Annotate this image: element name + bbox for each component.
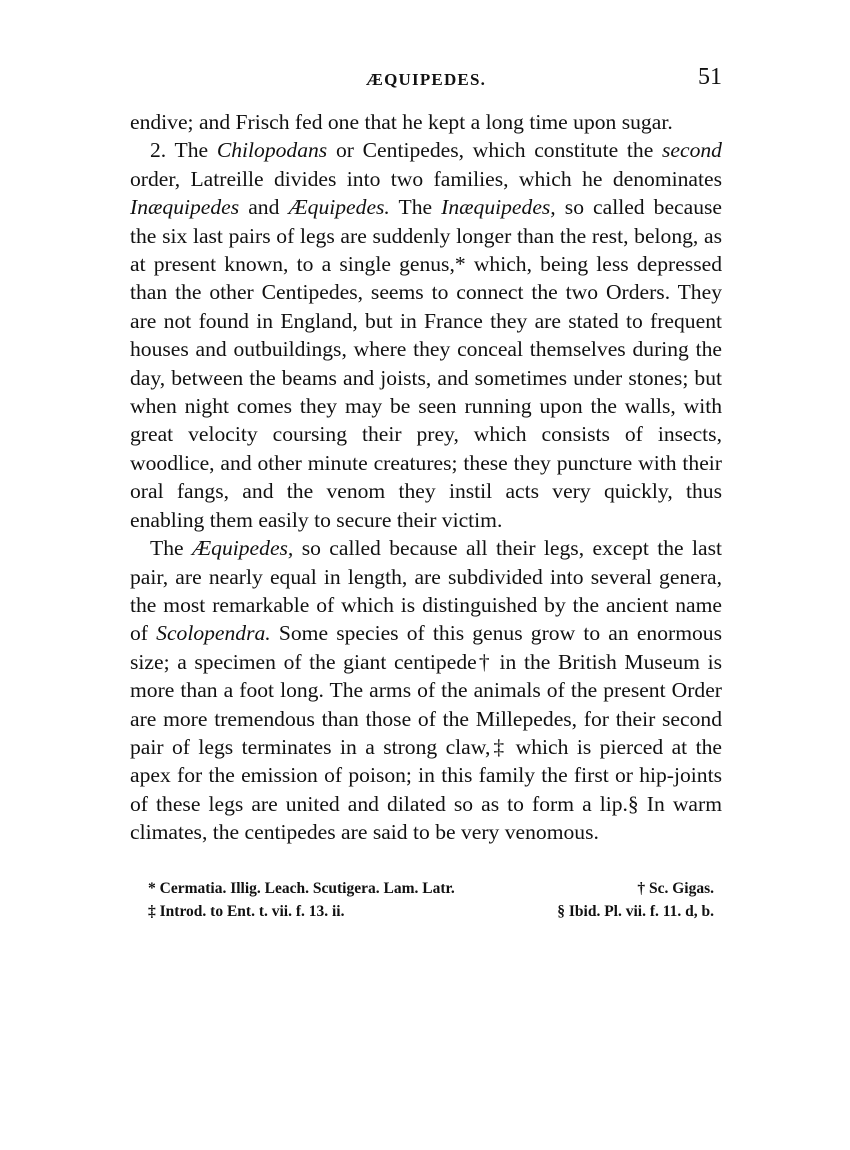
paragraph-2	[130, 136, 722, 534]
text-run: 2. The	[150, 138, 217, 163]
italic-term: Chilopodans	[216, 138, 328, 163]
italic-term: second	[662, 138, 722, 163]
page-number: 51	[698, 64, 722, 90]
italic-term: Æquipedes.	[288, 195, 390, 220]
text-run: The	[150, 536, 192, 561]
text-run: or Centipedes, which constitute the	[327, 138, 663, 163]
footnotes	[130, 877, 722, 923]
paragraph-1	[130, 108, 722, 136]
text-run: Some species of this genus grow to an enormous size; a specimen of the giant centipede† in the British Museum is more than a foot long. The arms of the animals of the present Order are more tremendous than those of the Millepedes, for their second pair of legs terminates in a strong claw,‡ which is pierced at the apex for the emission of poison; in this family the first or hip-joints of these legs are united and dilated so as to form a lip.§ In warm climates, the centipedes are said to be very venomous.	[130, 621, 722, 845]
italic-term: Inæquipedes,	[441, 195, 556, 220]
page-header	[130, 64, 722, 100]
body-text	[130, 108, 722, 847]
book-page	[130, 64, 722, 923]
running-title: ÆQUIPEDES.	[365, 70, 487, 89]
italic-term: Inæquipedes	[130, 195, 240, 220]
text-run: order, Latreille divides into two families, which he denominates	[130, 166, 722, 191]
footnote-introd: ‡ Introd. to Ent. t. vii. f. 13. ii.	[148, 902, 345, 920]
footnote-row	[130, 900, 722, 923]
italic-term: Scolopendra.	[156, 621, 271, 646]
footnote-cermatia: * Cermatia. Illig. Leach. Scutigera. Lam. Latr.	[148, 879, 455, 897]
text-run: The	[389, 195, 442, 220]
footnote-gigas: † Sc. Gigas.	[637, 879, 714, 897]
text-run: endive; and Frisch fed one that he kept a long time upon sugar.	[130, 110, 673, 134]
text-run: so called because all their legs, except the last pair, are nearly equal in length, are subdivided into several genera, the most remarkable of which is distinguished by the ancient name of	[130, 536, 722, 646]
footnote-row	[130, 877, 722, 900]
text-run: and	[239, 195, 289, 220]
italic-term: Æquipedes,	[191, 536, 294, 561]
footnote-ibid: § Ibid. Pl. vii. f. 11. d, b.	[557, 902, 714, 920]
text-run: so called because the six last pairs of legs are suddenly longer than the rest, belong, as at present known, to a single genus,* which, being less depressed than the other Centipedes, seems to connect the two Orders. They are not found in England, but in France they are stated to frequent houses and outbuildings, where they conceal themselves during the day, between the beams and joists, and sometimes under stones; but when night comes they may be seen running upon the walls, with great velocity coursing their prey, which consists of insects, woodlice, and other minute creatures; these they puncture with their oral fangs, and the venom they instil acts very quickly, thus enabling them easily to secure their victim.	[130, 195, 722, 532]
paragraph-3	[130, 534, 722, 846]
